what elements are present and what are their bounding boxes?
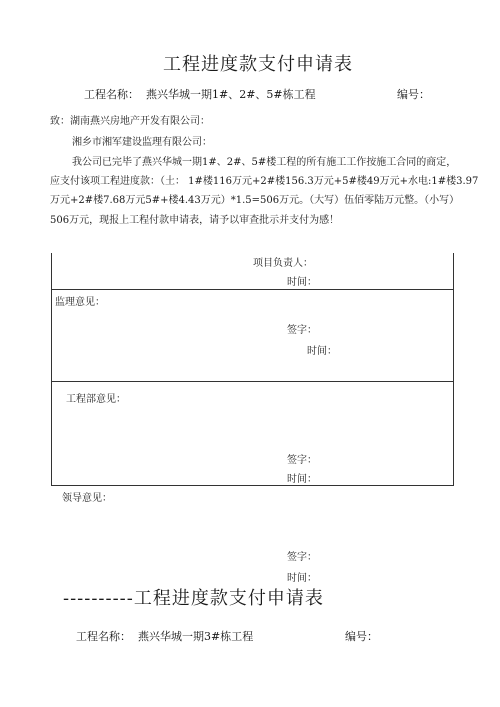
- second-form-title: ----------工程进度款支付申请表: [63, 588, 324, 609]
- body-line-1: 我公司已完毕了燕兴华城一期1#、2#、5#楼工程的所有施工工作按施工合同的商定，: [72, 157, 457, 168]
- table-right-border: [453, 253, 454, 486]
- body-line-4: 506万元，现报上工程付款申请表，请予以审查批示并支付为感！: [50, 215, 340, 226]
- supervision-opinion-label: 监理意见：: [55, 297, 105, 308]
- leader-opinion-label: 领导意见：: [62, 493, 112, 504]
- project-lead-time-label: 时间：: [287, 277, 317, 288]
- cc-line: 湘乡市湘军建设监理有限公司：: [72, 137, 212, 148]
- serial-label: 编号：: [397, 88, 430, 101]
- supervision-time-label: 时间：: [307, 346, 337, 357]
- table-divider-1: [51, 289, 454, 290]
- body-line-2: 应支付该项工程进度款：（土： 1#楼116万元+2#楼156.3万元+5#楼49万元+水电:1#楼3.97: [50, 176, 479, 187]
- engineering-dept-opinion-label: 工程部意见：: [66, 394, 126, 405]
- project-name-label: 工程名称：: [84, 88, 139, 101]
- project-name-value: 燕兴华城一期1#、2#、5#栋工程: [146, 88, 316, 101]
- form-title: 工程进度款支付申请表: [163, 54, 353, 75]
- table-bottom-border: [51, 485, 454, 486]
- table-divider-2: [51, 381, 454, 382]
- addressee-line: 致：湖南燕兴房地产开发有限公司：: [50, 116, 210, 127]
- engineering-dept-time-label: 时间：: [287, 474, 317, 485]
- second-project-name-label: 工程名称：: [76, 630, 131, 643]
- leader-time-label: 时间：: [287, 573, 317, 584]
- body-line-3: 万元+2#楼7.68万元5#+楼4.43万元）*1.5=506万元。（大写）伍佰零陆万元整。（小写）: [50, 195, 460, 206]
- project-lead-label: 项目负责人：: [253, 258, 313, 269]
- supervision-sign-label: 签字：: [287, 325, 317, 336]
- second-project-name-value: 燕兴华城一期3#栋工程: [138, 630, 254, 643]
- engineering-dept-sign-label: 签字：: [287, 455, 317, 466]
- leader-sign-label: 签字：: [287, 552, 317, 563]
- second-serial-label: 编号：: [345, 630, 378, 643]
- table-left-border: [51, 253, 52, 486]
